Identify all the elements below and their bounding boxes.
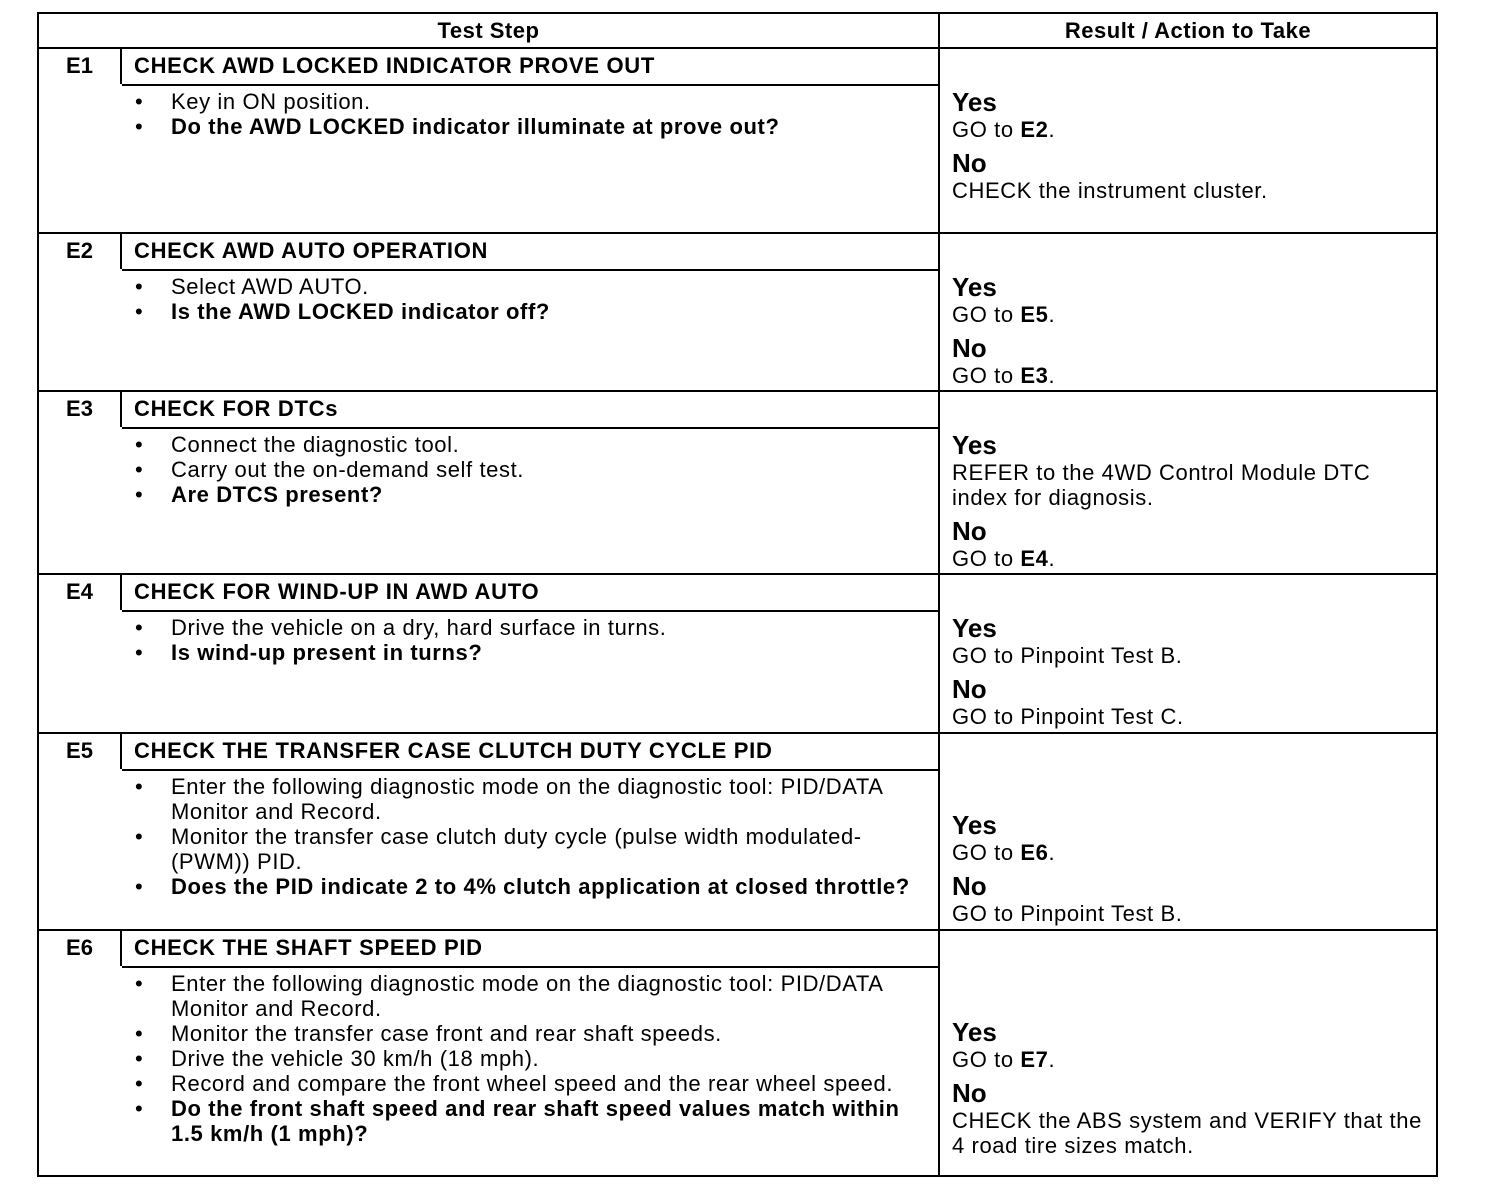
- step-row-e6: [39, 929, 1436, 1179]
- no-action-text: CHECK the instrument cluster.: [952, 178, 1268, 203]
- step-instruction: [133, 1021, 918, 1046]
- step-id: E6: [39, 931, 122, 966]
- result-block: [952, 1017, 1426, 1158]
- instruction-text: Key in ON position.: [171, 89, 371, 114]
- yes-step-ref: E7: [1020, 1047, 1049, 1072]
- step-id: E4: [39, 575, 122, 610]
- step-id: E2: [39, 234, 122, 269]
- bullet-icon: •: [135, 824, 144, 849]
- yes-label: Yes: [952, 613, 997, 643]
- yes-action-text: GO to: [952, 1047, 1021, 1072]
- step-row-e3: [39, 390, 1436, 574]
- no-label: No: [952, 333, 987, 363]
- step-title: CHECK THE TRANSFER CASE CLUTCH DUTY CYCLE PID: [122, 734, 938, 771]
- step-instruction: [133, 274, 918, 299]
- no-action-text: GO to Pinpoint Test B.: [952, 901, 1183, 926]
- bullet-icon: •: [135, 432, 144, 457]
- yes-step-ref: E6: [1020, 840, 1049, 865]
- step-cell: [39, 49, 938, 234]
- step-title: CHECK AWD AUTO OPERATION: [122, 234, 938, 271]
- step-instruction: [133, 774, 918, 824]
- bullet-icon: •: [135, 482, 144, 507]
- no-action-text: GO to Pinpoint Test C.: [952, 704, 1184, 729]
- result-block: [952, 613, 1426, 729]
- no-label: No: [952, 516, 987, 546]
- bullet-icon: •: [135, 274, 144, 299]
- no-action: [952, 178, 1426, 203]
- bullet-icon: •: [135, 299, 144, 324]
- bullet-icon: •: [135, 615, 144, 640]
- step-instruction: [133, 432, 918, 457]
- step-instruction: [133, 971, 918, 1021]
- yes-action-text: GO to Pinpoint Test B.: [952, 643, 1183, 668]
- step-cell: [39, 392, 938, 574]
- step-title: CHECK THE SHAFT SPEED PID: [122, 931, 938, 968]
- result-cell: [940, 575, 1436, 733]
- step-question: [133, 1096, 918, 1146]
- yes-label: Yes: [952, 272, 997, 302]
- instruction-text: Select AWD AUTO.: [171, 274, 369, 299]
- instruction-text: Enter the following diagnostic mode on the diagnostic tool: PID/DATA Monitor and Record.: [171, 971, 883, 1021]
- yes-action: [952, 643, 1426, 668]
- yes-label: Yes: [952, 810, 997, 840]
- bullet-icon: •: [135, 457, 144, 482]
- instruction-text: Do the AWD LOCKED indicator illuminate at prove out?: [171, 114, 780, 139]
- no-label: No: [952, 148, 987, 178]
- instruction-text: Is the AWD LOCKED indicator off?: [171, 299, 550, 324]
- no-action-end: .: [1048, 363, 1056, 388]
- step-instruction: [133, 457, 918, 482]
- header-test-step: Test Step: [39, 14, 938, 49]
- bullet-icon: •: [135, 89, 144, 114]
- step-instructions: [133, 774, 918, 899]
- instruction-text: Do the front shaft speed and rear shaft speed values match within 1.5 km/h (1 mph)?: [171, 1096, 900, 1146]
- step-instruction: [133, 1071, 918, 1096]
- step-instructions: [133, 89, 918, 139]
- no-label: No: [952, 1078, 987, 1108]
- step-instructions: [133, 971, 918, 1146]
- yes-action-text: REFER to the 4WD Control Module DTC index for diagnosis.: [952, 460, 1371, 510]
- bullet-icon: •: [135, 971, 144, 996]
- step-cell: [39, 734, 938, 930]
- step-instruction: [133, 89, 918, 114]
- step-id: E3: [39, 392, 122, 427]
- instruction-text: Enter the following diagnostic mode on the diagnostic tool: PID/DATA Monitor and Record.: [171, 774, 883, 824]
- result-cell: [940, 392, 1436, 574]
- step-question: [133, 640, 918, 665]
- step-id: E5: [39, 734, 122, 769]
- result-cell: [940, 49, 1436, 234]
- diagnostic-table: [37, 12, 1438, 1177]
- result-cell: [940, 234, 1436, 392]
- instruction-text: Carry out the on-demand self test.: [171, 457, 525, 482]
- step-cell: [39, 575, 938, 733]
- step-row-e4: [39, 573, 1436, 733]
- no-action: [952, 546, 1426, 571]
- step-question: [133, 114, 918, 139]
- yes-action-end: .: [1048, 840, 1056, 865]
- step-instruction: [133, 1046, 918, 1071]
- bullet-icon: •: [135, 1021, 144, 1046]
- yes-action: [952, 117, 1426, 142]
- step-cell: [39, 931, 938, 1179]
- yes-action-text: GO to: [952, 840, 1021, 865]
- no-label: No: [952, 871, 987, 901]
- step-instruction: [133, 824, 918, 874]
- bullet-icon: •: [135, 774, 144, 799]
- no-step-ref: E3: [1020, 363, 1049, 388]
- step-question: [133, 874, 918, 899]
- result-cell: [940, 931, 1436, 1179]
- step-title: CHECK FOR DTCs: [122, 392, 938, 429]
- yes-action-end: .: [1048, 1047, 1056, 1072]
- result-cell: [940, 734, 1436, 930]
- instruction-text: Connect the diagnostic tool.: [171, 432, 460, 457]
- instruction-text: Is wind-up present in turns?: [171, 640, 483, 665]
- yes-action-end: .: [1048, 302, 1056, 327]
- no-action: [952, 901, 1426, 926]
- no-action-text: GO to: [952, 546, 1021, 571]
- instruction-text: Drive the vehicle on a dry, hard surface in turns.: [171, 615, 667, 640]
- result-block: [952, 87, 1426, 203]
- yes-action: [952, 460, 1426, 510]
- instruction-text: Monitor the transfer case front and rear shaft speeds.: [171, 1021, 722, 1046]
- yes-action: [952, 1047, 1426, 1072]
- step-instructions: [133, 432, 918, 507]
- step-instructions: [133, 274, 918, 324]
- step-title: CHECK FOR WIND-UP IN AWD AUTO: [122, 575, 938, 612]
- result-block: [952, 272, 1426, 388]
- bullet-icon: •: [135, 1071, 144, 1096]
- instruction-text: Does the PID indicate 2 to 4% clutch application at closed throttle?: [171, 874, 910, 899]
- bullet-icon: •: [135, 114, 144, 139]
- bullet-icon: •: [135, 874, 144, 899]
- bullet-icon: •: [135, 1096, 144, 1121]
- bullet-icon: •: [135, 640, 144, 665]
- instruction-text: Monitor the transfer case clutch duty cycle (pulse width modulated-(PWM)) PID.: [171, 824, 862, 874]
- result-block: [952, 430, 1426, 571]
- yes-label: Yes: [952, 87, 997, 117]
- yes-step-ref: E5: [1020, 302, 1049, 327]
- step-row-e5: [39, 732, 1436, 930]
- no-action-end: .: [1048, 546, 1056, 571]
- no-action-text: CHECK the ABS system and VERIFY that the 4 road tire sizes match.: [952, 1108, 1422, 1158]
- header-result: Result / Action to Take: [940, 14, 1436, 49]
- no-label: No: [952, 674, 987, 704]
- step-instructions: [133, 615, 918, 665]
- step-row-e2: [39, 232, 1436, 392]
- no-action: [952, 704, 1426, 729]
- yes-label: Yes: [952, 430, 997, 460]
- yes-label: Yes: [952, 1017, 997, 1047]
- yes-action-text: GO to: [952, 117, 1021, 142]
- instruction-text: Are DTCS present?: [171, 482, 383, 507]
- no-action: [952, 363, 1426, 388]
- no-step-ref: E4: [1020, 546, 1049, 571]
- step-question: [133, 482, 918, 507]
- step-id: E1: [39, 49, 122, 84]
- result-block: [952, 810, 1426, 926]
- step-instruction: [133, 615, 918, 640]
- no-action-text: GO to: [952, 363, 1021, 388]
- yes-step-ref: E2: [1020, 117, 1049, 142]
- instruction-text: Record and compare the front wheel speed and the rear wheel speed.: [171, 1071, 894, 1096]
- step-title: CHECK AWD LOCKED INDICATOR PROVE OUT: [122, 49, 938, 86]
- bullet-icon: •: [135, 1046, 144, 1071]
- step-cell: [39, 234, 938, 392]
- no-action: [952, 1108, 1426, 1158]
- step-question: [133, 299, 918, 324]
- yes-action: [952, 840, 1426, 865]
- instruction-text: Drive the vehicle 30 km/h (18 mph).: [171, 1046, 540, 1071]
- step-row-e1: [39, 49, 1436, 234]
- yes-action: [952, 302, 1426, 327]
- yes-action-text: GO to: [952, 302, 1021, 327]
- yes-action-end: .: [1048, 117, 1056, 142]
